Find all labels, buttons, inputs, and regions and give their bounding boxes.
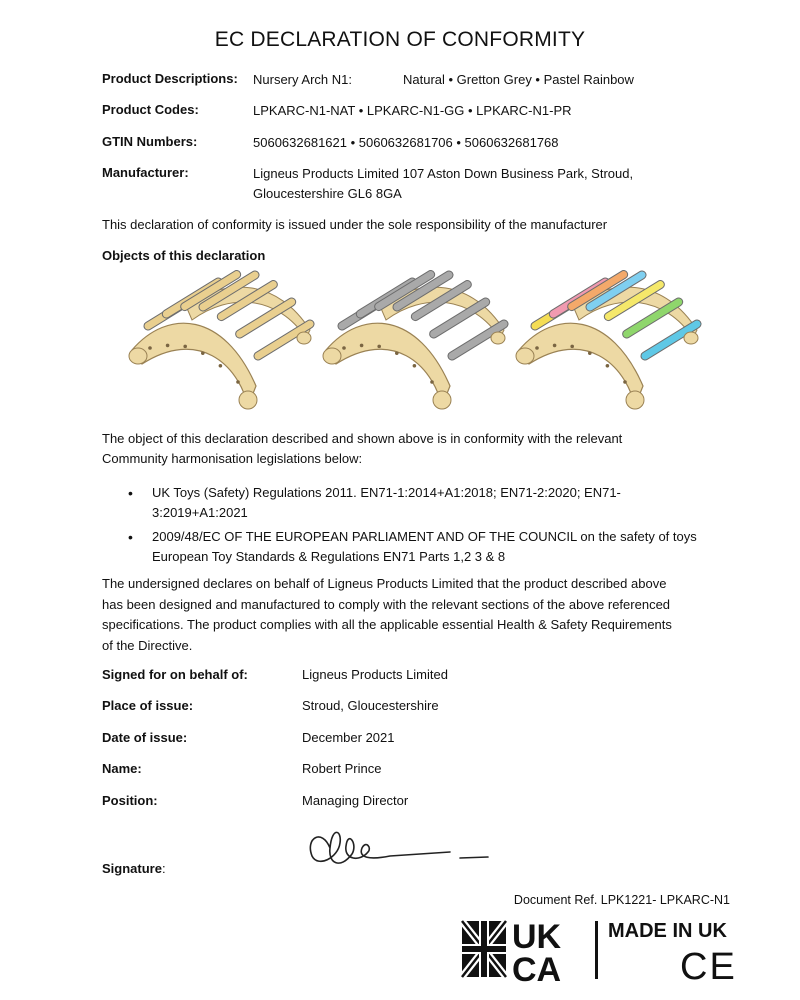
arch-dowel-hole (535, 346, 539, 350)
natural-arch-image (128, 268, 318, 418)
arch-dowel-hole (395, 351, 399, 355)
product-variants: Natural • Gretton Grey • Pastel Rainbow (403, 72, 634, 87)
signed-for-label: Signed for on behalf of: (102, 667, 248, 682)
arch-dowel-hole (342, 346, 346, 350)
grey-arch-image (322, 268, 512, 418)
page-title: EC DECLARATION OF CONFORMITY (214, 28, 586, 51)
ukca-mark-bottom: CA (512, 951, 562, 985)
legislation-list (102, 483, 702, 571)
made-in-uk-text: MADE IN UK (608, 920, 727, 942)
position-label: Position: (102, 793, 158, 808)
ce-mark: CE (680, 946, 737, 985)
product-codes-label: Product Codes: (102, 102, 199, 117)
arch-dowel-hole (570, 345, 574, 349)
certification-marks (460, 915, 740, 985)
mark-divider (595, 921, 598, 979)
arch-bar (434, 302, 486, 334)
arch-dowel-hole (236, 380, 240, 384)
manufacturer-label: Manufacturer: (102, 165, 189, 180)
arch-foot (684, 332, 698, 344)
gtin-numbers-label: GTIN Numbers: (102, 134, 198, 149)
arch-foot (491, 332, 505, 344)
arch-foot (323, 348, 341, 364)
arch-foot (239, 391, 257, 409)
arch-dowel-hole (201, 351, 205, 355)
arch-foot (129, 348, 147, 364)
signature-label-text: Signature (102, 861, 162, 876)
name-value: Robert Prince (302, 761, 382, 776)
signature-image (300, 818, 500, 878)
arch-foot (626, 391, 644, 409)
position-value: Managing Director (302, 793, 409, 808)
arch-dowel-hole (553, 344, 557, 348)
union-flag-icon (462, 921, 506, 977)
legislation-item-line2: 3:2019+A1:2021 (152, 505, 248, 520)
legislation-item-line1: • UK Toys (Safety) Regulations 2011. EN71-1:2014+A1:2018; EN71-2:2020; EN71- (152, 485, 621, 500)
arch-dowel-hole (377, 345, 381, 349)
undersigned-line2: has been designed and manufactured to comply with the relevant sections of the above referenced (102, 596, 671, 612)
place-of-issue-value: Stroud, Gloucestershire (302, 698, 439, 713)
undersigned-line4: of the Directive. (102, 637, 193, 653)
name-label: Name: (102, 761, 142, 776)
arch-dowel-hole (166, 344, 170, 348)
responsibility-statement: This declaration of conformity is issued under the sole responsibility of the manufacturer (102, 217, 608, 232)
signature-colon: : (161, 861, 166, 876)
product-descriptions-value: Nursery Arch N1: (253, 72, 352, 87)
place-of-issue-label: Place of issue: (102, 698, 194, 713)
document-reference: Document Ref. LPK1221- LPKARC-N1 (513, 893, 730, 907)
undersigned-line3: specifications. The product complies with all the applicable essential Health & Safety Requirements (102, 617, 672, 632)
signed-for-value: Ligneus Products Limited (302, 667, 448, 682)
product-descriptions-label: Product Descriptions: (102, 71, 238, 86)
arch-dowel-hole (588, 351, 592, 355)
arch-bar (627, 302, 679, 334)
arch-dowel-hole (219, 364, 223, 368)
manufacturer-line1: Ligneus Products Limited 107 Aston Down Business Park, Stroud, (253, 166, 634, 181)
objects-heading: Objects of this declaration (102, 248, 266, 263)
legislation-item (102, 527, 702, 567)
arch-foot (297, 332, 311, 344)
arch-dowel-hole (430, 380, 434, 384)
undersigned-line1: The undersigned declares on behalf of Ligneus Products Limited that the product described above (102, 576, 667, 591)
arch-dowel-hole (183, 345, 187, 349)
legislation-item-line2: European Toy Standards & Regulations EN71 Parts 1,2 3 & 8 (152, 549, 506, 564)
legislation-item-line1: • 2009/48/EC OF THE EUROPEAN PARLIAMENT AND OF THE COUNCIL on the safety of toys (152, 529, 697, 544)
undersigned-paragraph (102, 574, 732, 656)
date-of-issue-label: Date of issue: (102, 730, 188, 745)
ukca-mark-top: UK (512, 918, 562, 956)
date-of-issue-value: December 2021 (302, 730, 395, 745)
product-codes-value: LPKARC-N1-NAT • LPKARC-N1-GG • LPKARC-N1-PR (253, 103, 572, 118)
conformity-line1: The object of this declaration described and shown above is in conformity with the relevant (102, 431, 623, 446)
manufacturer-line2: Gloucestershire GL6 8GA (253, 186, 402, 201)
arch-foot (433, 391, 451, 409)
arch-dowel-hole (606, 364, 610, 368)
arch-dowel-hole (360, 344, 364, 348)
gtin-numbers-value: 5060632681621 • 5060632681706 • 5060632681768 (253, 135, 559, 150)
conformity-line2: Community harmonisation legislations below: (102, 451, 363, 466)
arch-bar (240, 302, 292, 334)
signature-label (102, 861, 166, 876)
ukca-mark (512, 918, 562, 985)
arch-dowel-hole (413, 364, 417, 368)
arch-foot (516, 348, 534, 364)
legislation-item (102, 483, 702, 523)
rainbow-arch-image (515, 268, 705, 418)
arch-dowel-hole (623, 380, 627, 384)
arch-dowel-hole (148, 346, 152, 350)
